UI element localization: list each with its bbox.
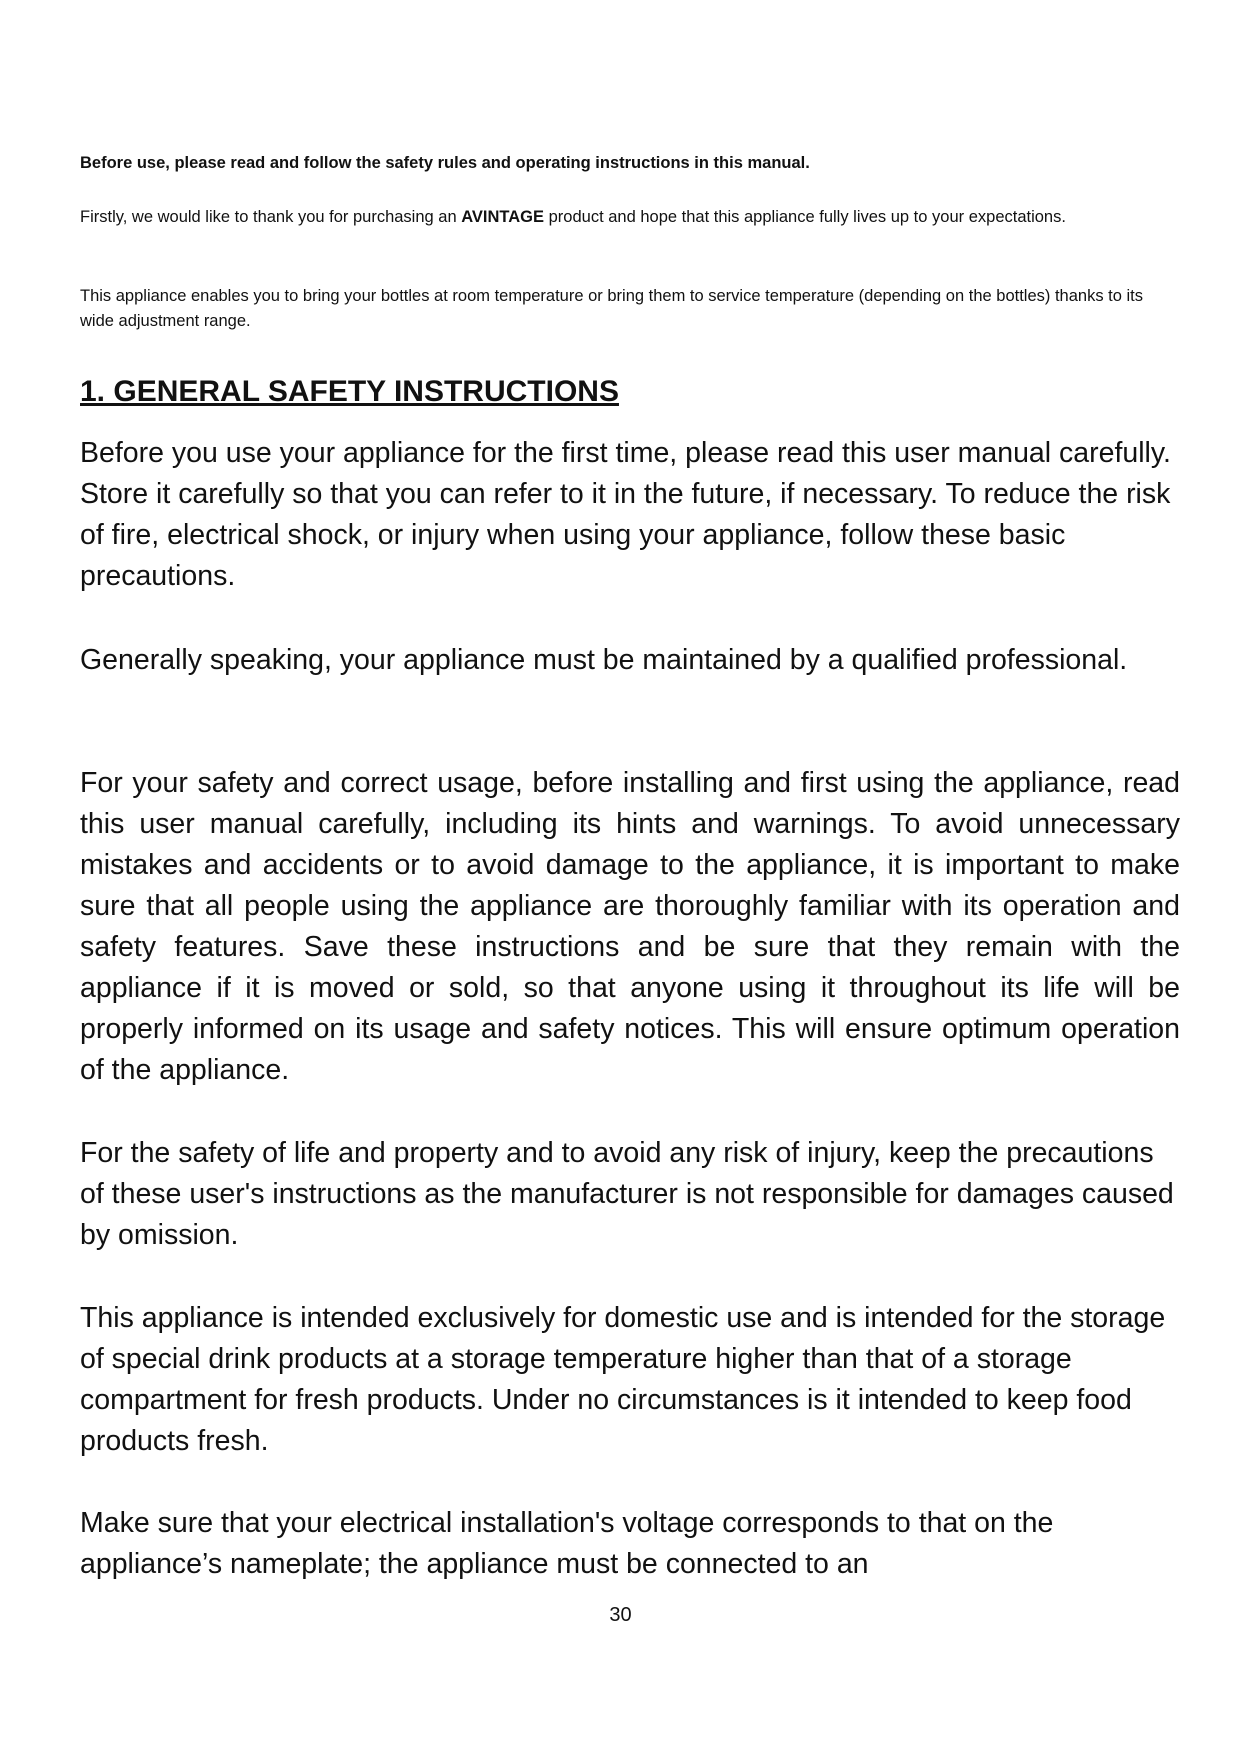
- safety-notice: Before use, please read and follow the safety rules and operating instructions in this manual.: [80, 154, 810, 172]
- thanks-text-end: product and hope that this appliance fully lives up to your expectations.: [544, 208, 1066, 226]
- section-title: 1. GENERAL SAFETY INSTRUCTIONS: [80, 375, 619, 408]
- paragraph-voltage: Make sure that your electrical installation's voltage corresponds to that on the appliance’s nameplate; the appliance must be connected to an: [80, 1507, 1054, 1580]
- paragraph-property-safety: For the safety of life and property and to avoid any risk of injury, keep the precautions of these user's instructions as the manufacturer is not responsible for damages caused by omission.: [80, 1137, 1174, 1251]
- paragraph-maintenance: Generally speaking, your appliance must be maintained by a qualified professional.: [80, 644, 1128, 676]
- paragraph-domestic-use: This appliance is intended exclusively for domestic use and is intended for the storage of special drink products at a storage temperature higher than that of a storage compartment for fresh products. Under no circumstances is it intended to keep food products fresh.: [80, 1302, 1166, 1457]
- range-paragraph: This appliance enables you to bring your bottles at room temperature or bring them to service temperature (depending on the bottles) thanks to its wide adjustment range.: [80, 287, 1144, 330]
- thanks-text-start: Firstly, we would like to thank you for purchasing an: [80, 208, 462, 226]
- paragraph-correct-usage: For your safety and correct usage, before installing and first using the appliance, read this user manual carefully, including its hints and warnings. To avoid unnecessary mistakes and accidents or to avoid damage to the appliance, it is important to make sure that all people using the appliance are thoroughly familiar with its operation and safety features. Save these instructions and be sure that they remain with the appliance if it is moved or sold, so that anyone using it throughout its life will be properly informed on its usage and safety notices. This will ensure optimum operation of the appliance.: [80, 767, 1180, 1086]
- paragraph-first-use: Before you use your appliance for the first time, please read this user manual carefully. Store it carefully so that you can refer to it in the future, if necessary. To reduce the risk of fire, electrical shock, or injury when using your appliance, follow these basic precautions.: [80, 437, 1171, 592]
- thanks-paragraph: [80, 205, 1180, 230]
- page-number: 30: [609, 1604, 632, 1626]
- brand-name: AVINTAGE: [461, 208, 545, 226]
